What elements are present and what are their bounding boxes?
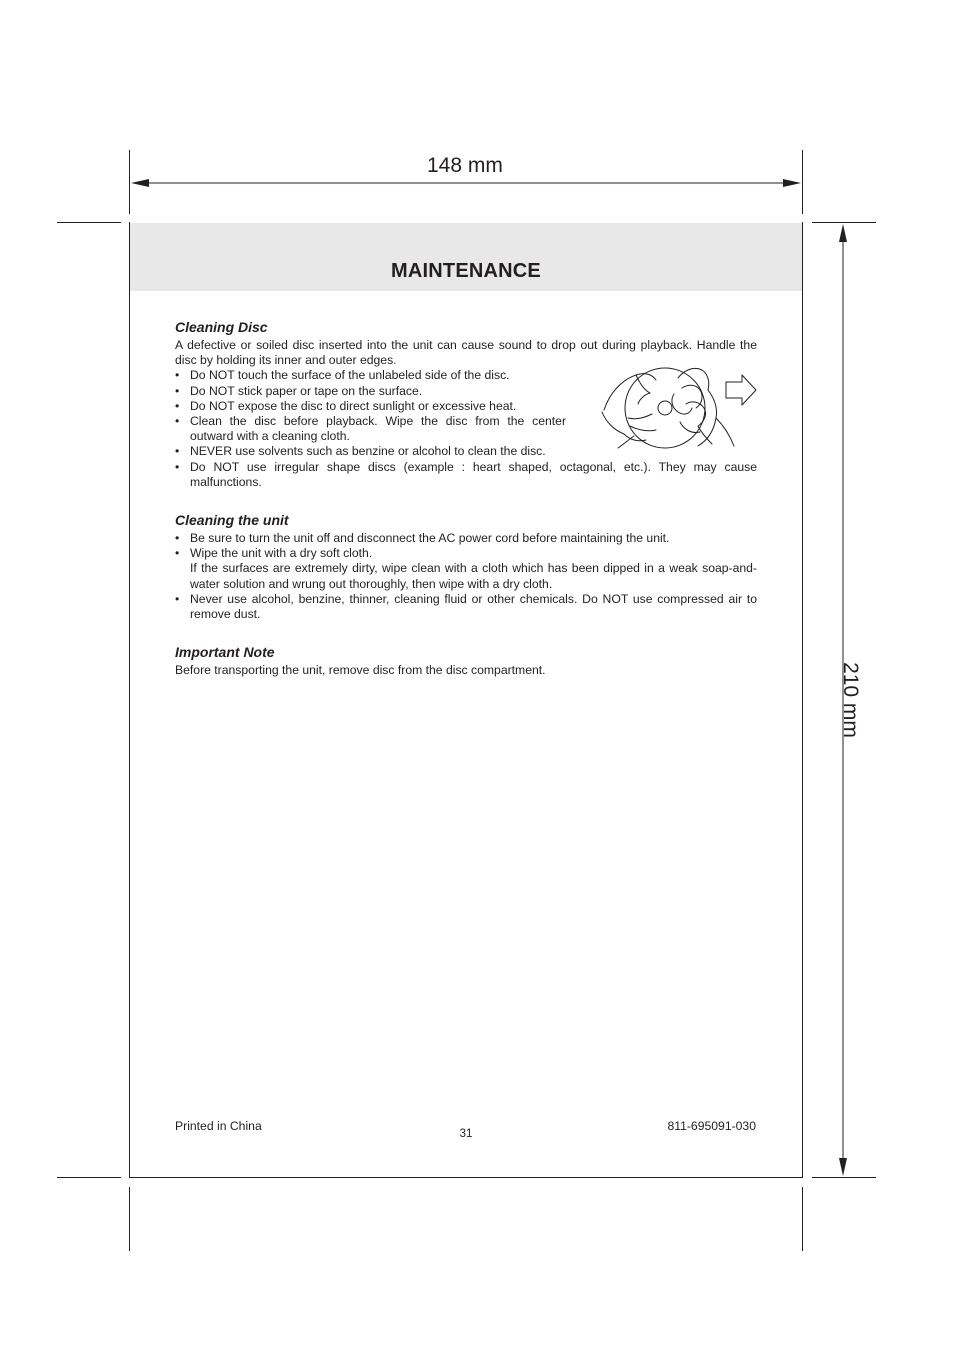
footer-product-code: 811-695091-030 <box>667 1119 756 1133</box>
width-dimension-label: 148 mm <box>427 154 503 177</box>
section-cleaning-disc <box>175 318 757 490</box>
content-area <box>175 318 757 678</box>
section-cleaning-unit <box>175 511 757 622</box>
trim-mark-top-left <box>57 222 121 223</box>
list-item-text: Wipe the unit with a dry soft cloth. <box>190 546 373 561</box>
list-item: • Do NOT use irregular shape discs (example : heart shaped, octagonal, etc.). They may cause malfunctions. <box>175 460 757 490</box>
list-item <box>175 546 757 592</box>
trim-mark-right-bottom <box>802 1187 803 1251</box>
section-important-note <box>175 643 757 678</box>
list-item: • Do NOT expose the disc to direct sunlight or excessive heat. <box>175 399 566 414</box>
footer-printed-in: Printed in China <box>175 1119 262 1133</box>
cleaning-disc-list <box>175 368 757 490</box>
list-item: • Be sure to turn the unit off and disconnect the AC power cord before maintaining the unit. <box>175 531 757 546</box>
page-border-bottom <box>129 1177 803 1178</box>
page-border-right <box>802 222 803 1178</box>
list-item: • NEVER use solvents such as benzine or alcohol to clean the disc. <box>175 444 757 459</box>
list-item-detail: If the surfaces are extremely dirty, wipe clean with a cloth which has been dipped in a weak soap-and-water solution and wrung out thoroughly, then wipe with a dry cloth. <box>190 561 757 591</box>
height-dimension-label: 210 mm <box>839 662 862 738</box>
list-item: • Do NOT touch the surface of the unlabeled side of the disc. <box>175 368 566 383</box>
trim-mark-left-bottom <box>129 1187 130 1251</box>
cleaning-unit-list <box>175 531 757 622</box>
list-item: • Clean the disc before playback. Wipe the disc from the center outward with a cleaning cloth. <box>175 414 566 444</box>
list-item: • Do NOT stick paper or tape on the surface. <box>175 384 566 399</box>
page-title: MAINTENANCE <box>391 260 541 282</box>
cleaning-disc-intro: A defective or soiled disc inserted into the unit can cause sound to drop out during playback. Handle the disc by holding its inner and outer edges. <box>175 338 757 368</box>
section-heading-cleaning-unit: Cleaning the unit <box>175 512 289 529</box>
trim-mark-bottom-left <box>57 1177 121 1178</box>
list-item: • Never use alcohol, benzine, thinner, cleaning fluid or other chemicals. Do NOT use compressed air to remove dust. <box>175 592 757 622</box>
page-border-left <box>129 222 130 1178</box>
important-note-text: Before transporting the unit, remove disc from the disc compartment. <box>175 663 546 678</box>
section-heading-important-note: Important Note <box>175 644 275 661</box>
section-heading-cleaning-disc: Cleaning Disc <box>175 319 268 335</box>
width-dimension-arrow <box>129 176 804 190</box>
page-number: 31 <box>459 1128 473 1140</box>
